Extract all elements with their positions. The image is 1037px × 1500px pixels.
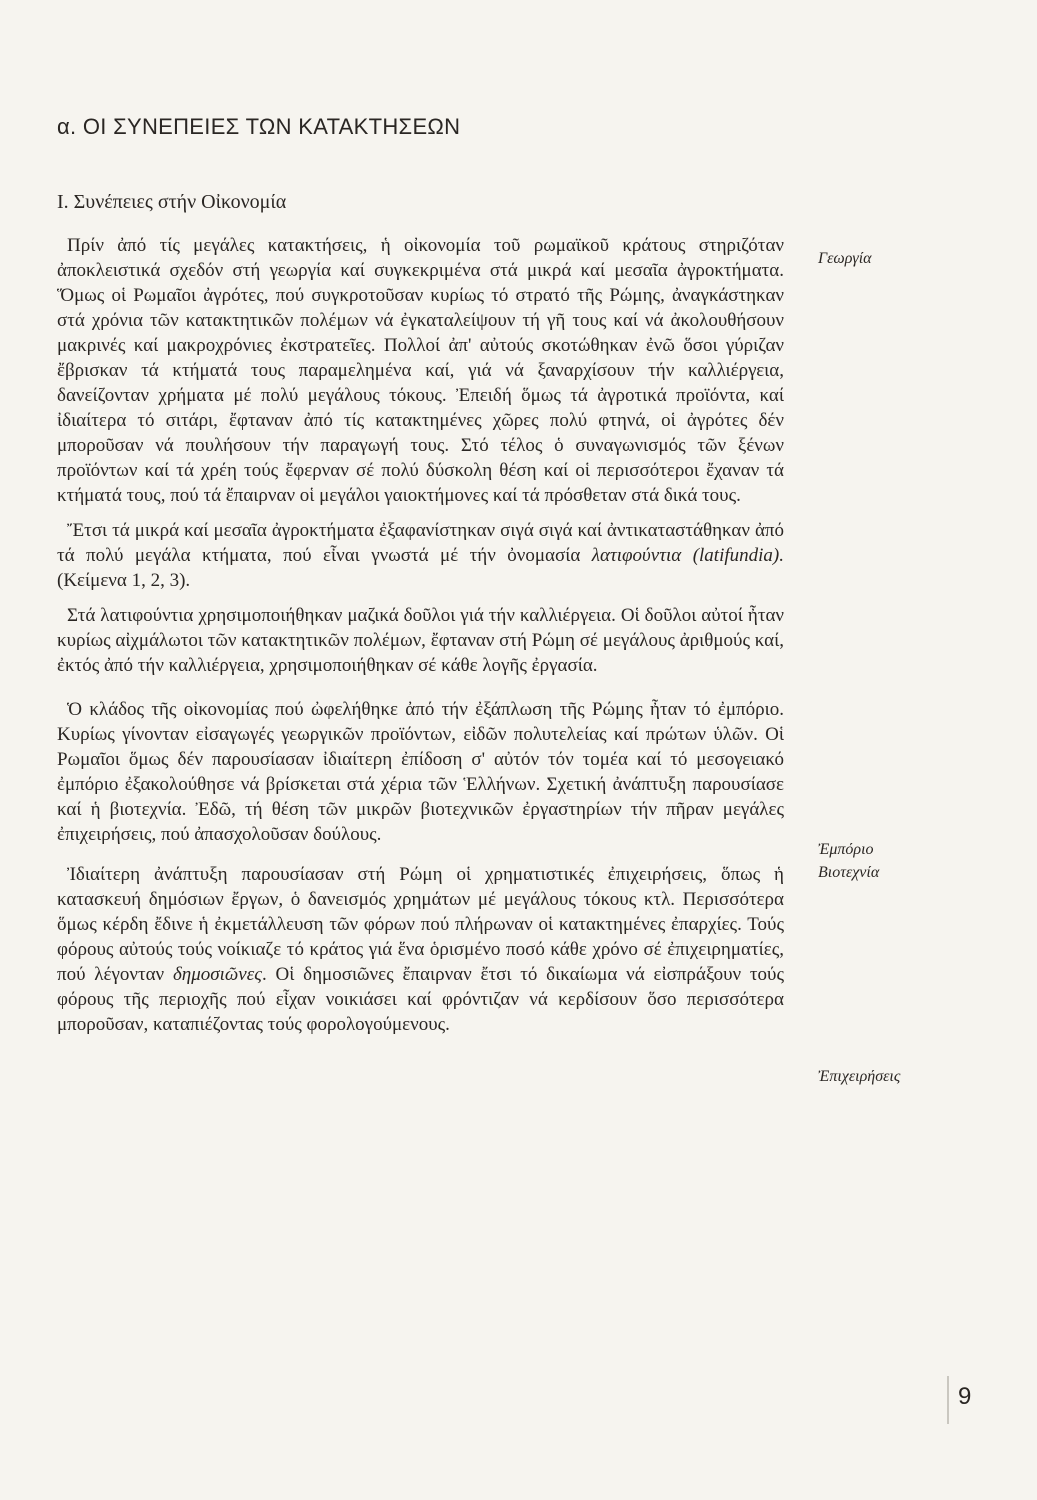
term-latifundia: λατιφούντια (latifundia). — [591, 545, 784, 566]
subsection-heading: Ι. Συνέπειες στήν Οἰκονομία — [57, 191, 287, 213]
body-text — [57, 233, 784, 1037]
paragraph-enterprises — [57, 862, 784, 1037]
margin-note-enterprises: Ἐπιχειρήσεις — [818, 1068, 901, 1085]
paragraph-enterprises-text: Ἰδιαίτερη ἀνάπτυξη παρουσίασαν στή Ρώμη οἱ χρηματιστικές ἐπιχειρήσεις, ὅπως ἡ κατασκευή δημόσιων ἔργων, ὁ δανεισμός χρημάτων μέ μεγάλους τόκους κτλ. Περισσότερα ὅμως κέρδη ἔδινε ἡ ἐκμετάλλευση τῶν φόρων πού πλήρωναν οἱ κατακτημένες ἐπαρχίες. Τούς φόρους αὐτούς τούς νοίκιαζε τό κράτος γιά ἕνα ὁρισμένο ποσό κάθε χρόνο σέ ἐπιχειρηματίες, πού λέγονταν — [57, 864, 784, 985]
paragraph-agriculture: Πρίν ἀπό τίς μεγάλες κατακτήσεις, ἡ οἰκονομία τοῦ ρωμαϊκοῦ κράτους στηριζόταν ἀποκλειστικά σχεδόν στή γεωργία καί συγκεκριμένα στά μικρά καί μεσαῖα ἀγροκτήματα. Ὅμως οἱ Ρωμαῖοι ἀγρότες, πού συγκροτοῦσαν κυρίως τό στρατό τῆς Ρώμης, ἀναγκάστηκαν στά χρόνια τῶν κατακτητικῶν πολέμων νά ἐγκαταλείψουν τή γῆ τους καί νά ἀκολουθήσουν μακρινές καί μακροχρόνιες ἐκστρατεῖες. Πολλοί ἀπ' αὐτούς σκοτώθηκαν ἐνῶ ὅσοι γύριζαν ἔβρισκαν τά κτήματά τους παραμελημένα καί, γιά νά ξαναρχίσουν τήν καλλιέργεια, δανείζονταν χρήματα μέ πολύ μεγάλους τόκους. Ἐπειδή ὅμως τά ἀγροτικά προϊόντα, καί ἰδιαίτερα τό σιτάρι, ἔφταναν ἀπό τίς κατακτημένες χῶρες πολύ φτηνά, οἱ ἀγρότες δέν μποροῦσαν νά πουλήσουν τήν παραγωγή τους. Στό τέλος ὁ συναγωνισμός τῶν ξένων προϊόντων καί τά χρέη τούς ἔφερναν σέ πολύ δύσκολη θέση καί οἱ περισσότεροι ἔχαναν τά κτήματά τους, πού τά ἔπαιρναν οἱ μεγάλοι γαιοκτήμονες καί τά πρόσθεταν στά δικά τους. — [57, 235, 784, 506]
scan-edge-mark — [947, 1376, 955, 1424]
page-number: 9 — [958, 1383, 972, 1410]
source-reference: (Κείμενα 1, 2, 3). — [57, 570, 191, 591]
margin-note-trade: Ἐμπόριο — [818, 841, 874, 858]
section-heading: α. ΟΙ ΣΥΝΕΠΕΙΕΣ ΤΩΝ ΚΑΤΑΚΤΗΣΕΩΝ — [57, 114, 461, 139]
paragraph-latifundia-text: Ἔτσι τά μικρά καί μεσαῖα ἀγροκτήματα ἐξαφανίστηκαν σιγά σιγά καί ἀντικαταστάθηκαν ἀπό τά πολύ μεγάλα κτήματα, πού εἶναι γνωστά μέ τήν ὀνομασία — [57, 520, 784, 566]
paragraph-slaves: Στά λατιφούντια χρησιμοποιήθηκαν μαζικά δοῦλοι γιά τήν καλλιέργεια. Οἱ δοῦλοι αὐτοί ἦταν κυρίως αἰχμάλωτοι τῶν κατακτητικῶν πολέμων, ἔφταναν στή Ρώμη σέ μεγάλους ἀριθμούς καί, ἐκτός ἀπό τήν καλλιέργεια, χρησιμοποιήθηκαν σέ κάθε λογῆς ἐργασία. — [57, 605, 784, 676]
margin-note-agriculture: Γεωργία — [818, 250, 872, 267]
paragraph-latifundia — [57, 518, 784, 593]
paragraph-trade: Ὁ κλάδος τῆς οἰκονομίας πού ὠφελήθηκε ἀπό τήν ἐξάπλωση τῆς Ρώμης ἦταν τό ἐμπόριο. Κυρίως γίνονταν εἰσαγωγές γεωργικῶν προϊόντων, εἰδῶν πολυτελείας καί πρώτων ὑλῶν. Οἱ Ρωμαῖοι ὅμως δέν παρουσίασαν ἰδιαίτερη ἐπίδοση σ' αὐτόν τόν τομέα καί τό μεσογειακό ἐμπόριο ἐξακολούθησε νά βρίσκεται στά χέρια τῶν Ἑλλήνων. Σχετική ἀνάπτυξη παρουσίασε καί ἡ βιοτεχνία. Ἐδῶ, τή θέση τῶν μικρῶν βιοτεχνικῶν ἐργαστηρίων τήν πῆραν μεγάλες ἐπιχειρήσεις, πού ἀπασχολοῦσαν δούλους. — [57, 699, 784, 845]
paragraph-enterprises-end: . Οἱ δημοσιῶνες ἔπαιρναν ἔτσι τό δικαίωμα νά εἰσπράξουν τούς φόρους τῆς περιοχῆς πού εἶχαν νοικιάσει καί φρόντιζαν νά κερδίσουν ὅσο περισσότερα μποροῦσαν, καταπιέζοντας τούς φορολογούμενους. — [57, 964, 784, 1035]
term-dimosiones: δημοσιῶνες — [172, 964, 262, 985]
margin-note-crafts: Βιοτεχνία — [818, 864, 880, 881]
